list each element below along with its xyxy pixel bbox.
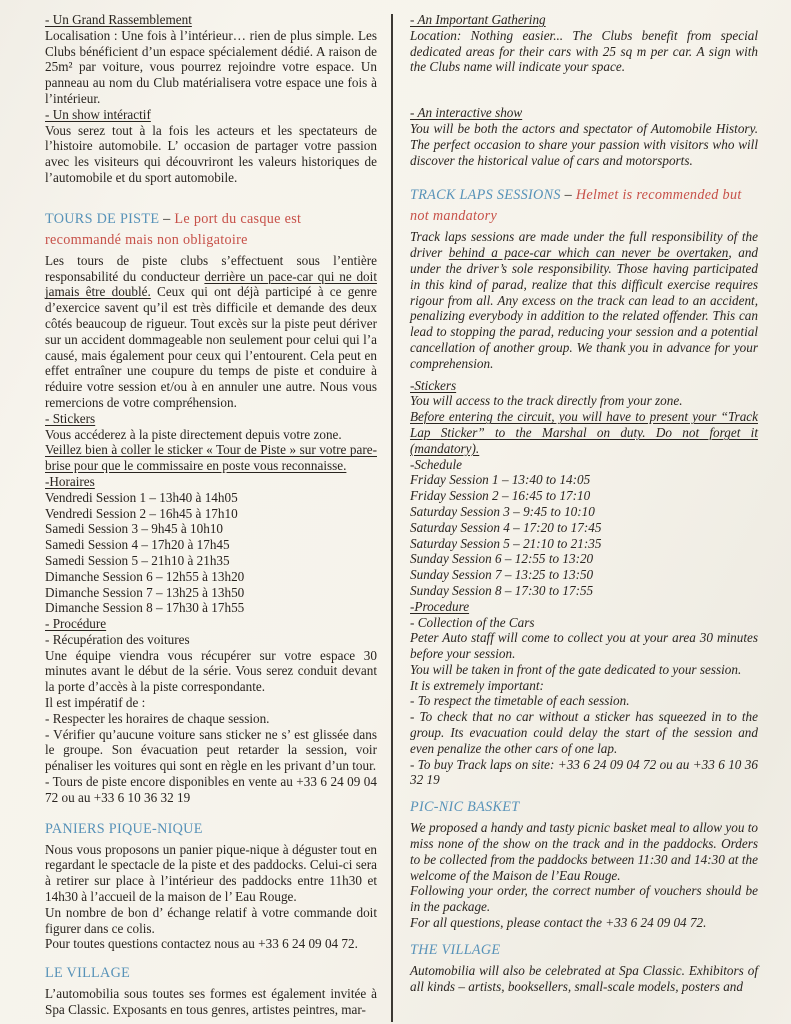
text-run: Following your order, the correct number of vouchers should be in the package. <box>410 883 758 915</box>
text-run: Samedi Session 5 – 21h10 à 21h35 <box>45 552 230 568</box>
text-block <box>410 662 758 678</box>
text-run: – <box>560 187 576 204</box>
text-run: -Stickers <box>410 377 457 393</box>
column-divider <box>391 14 393 1022</box>
text-run: Helmet is recommended but not mandatory <box>410 187 742 225</box>
text-block <box>410 28 758 75</box>
text-block <box>410 963 758 995</box>
text-run: You will be both the actors and spectator of Automobile History. The perfect occasion to share your passion with visitors who will discover the historical value of cars and motorsports. <box>410 120 758 168</box>
text-run: Sunday Session 8 – 17:30 to 17:55 <box>410 582 594 598</box>
text-run: THE VILLAGE <box>410 941 501 958</box>
text-run: -Procedure <box>410 598 470 614</box>
text-run: For all questions, please contact the +33 6 24 09 04 72. <box>410 915 707 931</box>
text-run: L’automobilia sous toutes ses formes est également invitée à Spa Classic. Exposants en tous genres, artistes peintres, mar- <box>45 986 377 1018</box>
text-run: - An interactive show <box>410 105 523 121</box>
text-run: Before entering the circuit, you will have to present your “Track Lap Sticker” to the Marshal on duty. Do not forget it (mandatory). <box>410 409 758 456</box>
vertical-gap <box>410 931 758 939</box>
text-run: - Collection of the Cars <box>410 614 535 630</box>
text-run: Automobilia will also be celebrated at Spa Classic. Exhibitors of all kinds – artists, booksellers, small-scale models, posters and <box>410 962 758 994</box>
text-run: Track laps sessions are made under the full responsibility of the driver <box>410 229 758 261</box>
text-block <box>410 520 758 536</box>
text-run: - Respecter les horaires de chaque session. <box>45 710 270 726</box>
text-block <box>45 774 377 806</box>
sub-heading <box>45 12 377 28</box>
vertical-gap <box>45 186 377 208</box>
text-block <box>45 905 377 937</box>
vertical-gap <box>410 788 758 796</box>
text-run: - Un Grand Rassemblement <box>45 12 192 27</box>
text-run: Samedi Session 4 – 17h20 à 17h45 <box>45 537 230 553</box>
sub-heading <box>410 378 758 394</box>
section-title <box>45 209 377 251</box>
text-run: Le port du casque est recommandé mais non obligatoire <box>45 210 302 248</box>
text-block <box>410 551 758 567</box>
text-run: Peter Auto staff will come to collect you at your area 30 minutes before your session. <box>410 630 758 662</box>
text-run: - Tours de piste encore disponibles en vente au +33 6 24 09 04 72 ou au +33 6 10 36 32 19 <box>45 774 377 805</box>
text-run: It is extremely important: <box>410 677 544 693</box>
text-run: - To check that no car without a sticker has squeezed in to the group. Its evacuation could delay the start of the session and even penalize the other cars of one lap. <box>410 709 758 756</box>
text-block <box>45 648 377 695</box>
text-run: - To buy Track laps on site: +33 6 24 09 04 72 ou au +33 6 10 36 32 19 <box>410 756 758 788</box>
text-block <box>410 472 758 488</box>
text-run: Sunday Session 7 – 13:25 to 13:50 <box>410 567 594 583</box>
text-block <box>410 820 758 883</box>
sub-heading <box>410 105 758 121</box>
text-block <box>45 553 377 569</box>
text-block <box>45 842 377 905</box>
text-block <box>45 506 377 522</box>
text-block <box>45 632 377 648</box>
text-block <box>45 569 377 585</box>
text-run: - Stickers <box>45 410 96 426</box>
text-block <box>45 442 377 474</box>
text-run: Saturday Session 3 – 9:45 to 10:10 <box>410 503 595 519</box>
sub-heading <box>410 599 758 615</box>
text-run: You will be taken in front of the gate dedicated to your session. <box>410 661 742 677</box>
sub-heading <box>45 411 377 427</box>
vertical-gap <box>410 75 758 105</box>
text-run: , and under the driver’s sole responsibility. Those having participated in this kind of parad, realize that this difficult exercise requires rigour from all. Any excess on the track can lead to an accident, penalizing everybody in addition to the related offender. This can lead to stopping the parad, reducing your session and a potential cancellation of another group. We thank you in advance for your comprehension. <box>410 245 758 371</box>
text-run: We proposed a handy and tasty picnic basket meal to allow you to miss none of the show on the track and in the paddocks. Orders to be collected from the paddocks between 11:30 and 14:30 at the welcome of the Maison de l’Eau Rouge. <box>410 820 758 883</box>
french-column <box>45 12 377 1018</box>
text-block <box>45 711 377 727</box>
text-block <box>410 393 758 409</box>
text-block <box>410 409 758 456</box>
text-block <box>410 121 758 168</box>
text-block <box>410 488 758 504</box>
text-run: Vendredi Session 2 – 16h45 à 17h10 <box>45 505 238 521</box>
text-run: Dimanche Session 8 – 17h30 à 17h55 <box>45 600 245 616</box>
text-block <box>410 757 758 789</box>
text-run: You will access to the track directly from your zone. <box>410 393 683 409</box>
text-run: Vous serez tout à la fois les acteurs et les spectateurs de l’histoire automobile. L’ occasion de partager votre passion avec les visiteurs qui découvriront les valeurs historiques de l’automobile et du sport automobile. <box>45 122 377 185</box>
text-run: Friday Session 2 – 16:45 to 17:10 <box>410 488 591 504</box>
text-block <box>410 693 758 709</box>
text-run: Location: Nothing easier... The Clubs benefit from special dedicated areas for their cars with 25 sq m per car. A sign with the Clubs name will indicate your space. <box>410 27 758 75</box>
text-block <box>45 695 377 711</box>
text-block <box>410 536 758 552</box>
text-run: Localisation : Une fois à l’intérieur… rien de plus simple. Les Clubs bénéficient d’un espace spécialement dédié. A raison de 25m² par voiture, vous pourrez rejoindre votre espace. Un panneau au nom du Club matérialisera votre espace une fois à l’intérieur. <box>45 27 377 106</box>
text-run: Vous accéderez à la piste directement depuis votre zone. <box>45 426 342 442</box>
text-run: Les tours de piste clubs s’effectuent sous l’entière responsabilité du conducteur <box>45 252 377 284</box>
text-block <box>45 427 377 443</box>
text-run: PIC-NIC BASKET <box>410 799 520 816</box>
sub-heading <box>410 12 758 28</box>
text-block <box>45 253 377 411</box>
text-block <box>45 585 377 601</box>
text-block <box>45 727 377 774</box>
text-run: Vendredi Session 1 – 13h40 à 14h05 <box>45 489 238 505</box>
sub-heading <box>45 616 377 632</box>
text-block <box>45 600 377 616</box>
text-run: Une équipe viendra vous récupérer sur votre espace 30 minutes avant le début de la série. Vous serez conduit devant la porte d’accès à la piste correspondante. <box>45 647 377 695</box>
text-run: Samedi Session 3 – 9h45 à 10h10 <box>45 521 224 537</box>
section-title <box>45 819 377 840</box>
text-block <box>410 457 758 473</box>
text-run: - Un show intéractif <box>45 106 151 122</box>
text-run: TOURS DE PISTE <box>45 210 160 227</box>
text-run: - Vérifier qu’aucune voiture sans sticker ne s’ est glissée dans le groupe. Son évacuation peut retarder la session, voir pénaliser les voitures qui sont en règle en les privant d’un tour. <box>45 726 377 774</box>
section-title <box>410 797 758 818</box>
text-run: Saturday Session 5 – 21:10 to 21:35 <box>410 535 602 551</box>
text-block <box>410 567 758 583</box>
text-block <box>410 678 758 694</box>
text-run: - Procédure <box>45 616 107 632</box>
text-block <box>410 229 758 371</box>
text-run: Dimanche Session 6 – 12h55 à 13h20 <box>45 568 245 584</box>
text-run: Pour toutes questions contactez nous au +33 6 24 09 04 72. <box>45 936 358 952</box>
text-run: -Schedule <box>410 456 462 472</box>
english-column <box>410 12 758 994</box>
text-run: Nous vous proposons un panier pique-nique à déguster tout en regardant le spectacle de la piste et des paddocks. Celui-ci sera à retirer sur place à l’intérieur des paddocks entre 11h30 et 14h30 à l’accueil de la maison de l’ Eau Rouge. <box>45 841 377 905</box>
text-run: Veillez bien à coller le sticker « Tour de Piste » sur votre pare-brise pour que le commissaire en poste vous reconnaisse. <box>45 442 377 474</box>
text-block <box>45 28 377 107</box>
text-block <box>45 936 377 952</box>
text-block <box>410 709 758 756</box>
text-run: LE VILLAGE <box>45 965 131 982</box>
text-run: Sunday Session 6 – 12:55 to 13:20 <box>410 551 594 567</box>
text-run: -Horaires <box>45 473 95 489</box>
text-block <box>410 630 758 662</box>
text-block <box>45 986 377 1018</box>
text-run: - An Important Gathering <box>410 12 546 27</box>
text-block <box>410 583 758 599</box>
text-run: – <box>159 210 175 227</box>
section-title <box>45 963 377 984</box>
text-run: TRACK LAPS SESSIONS <box>410 187 561 204</box>
text-run: derrière un pace-car qui ne doit jamais être doublé. <box>45 268 377 300</box>
text-run: Dimanche Session 7 – 13h25 à 13h50 <box>45 584 245 600</box>
sub-heading <box>45 107 377 123</box>
text-run: Saturday Session 4 – 17:20 to 17:45 <box>410 519 602 535</box>
text-run: Il est impératif de : <box>45 695 146 711</box>
text-block <box>45 123 377 186</box>
vertical-gap <box>45 806 377 818</box>
text-block <box>45 490 377 506</box>
text-block <box>410 915 758 931</box>
text-block <box>45 537 377 553</box>
text-run: PANIERS PIQUE-NIQUE <box>45 820 203 837</box>
sub-heading <box>45 474 377 490</box>
text-run: Ceux qui ont déjà participé à ce genre d’exercice savent qu’il est très difficile et demande des deux côtés beaucoup de rigueur. Tout excès sur la piste peut dériver sur un accident dommageable non seulement pour celui qui l’a causé, mais également pour ceux qui l’entourent. Cela peut en effet entraîner une coupure du temps de piste et conduire à réduire votre session et/ou à en annuler une autre. Nous vous remercions de votre compréhension. <box>45 284 378 410</box>
vertical-gap <box>45 952 377 962</box>
text-block <box>410 883 758 915</box>
text-run: behind a pace-car which can never be overtaken <box>448 245 729 261</box>
section-title <box>410 940 758 961</box>
text-run: - Récupération des voitures <box>45 631 190 647</box>
text-run: Friday Session 1 – 13:40 to 14:05 <box>410 472 591 488</box>
text-block <box>45 521 377 537</box>
section-title <box>410 185 758 227</box>
text-block <box>410 504 758 520</box>
text-run: Un nombre de bon d’ échange relatif à votre commande doit figurer dans ce colis. <box>45 904 377 936</box>
vertical-gap <box>410 168 758 184</box>
text-block <box>410 615 758 631</box>
text-run: - To respect the timetable of each session. <box>410 693 630 709</box>
